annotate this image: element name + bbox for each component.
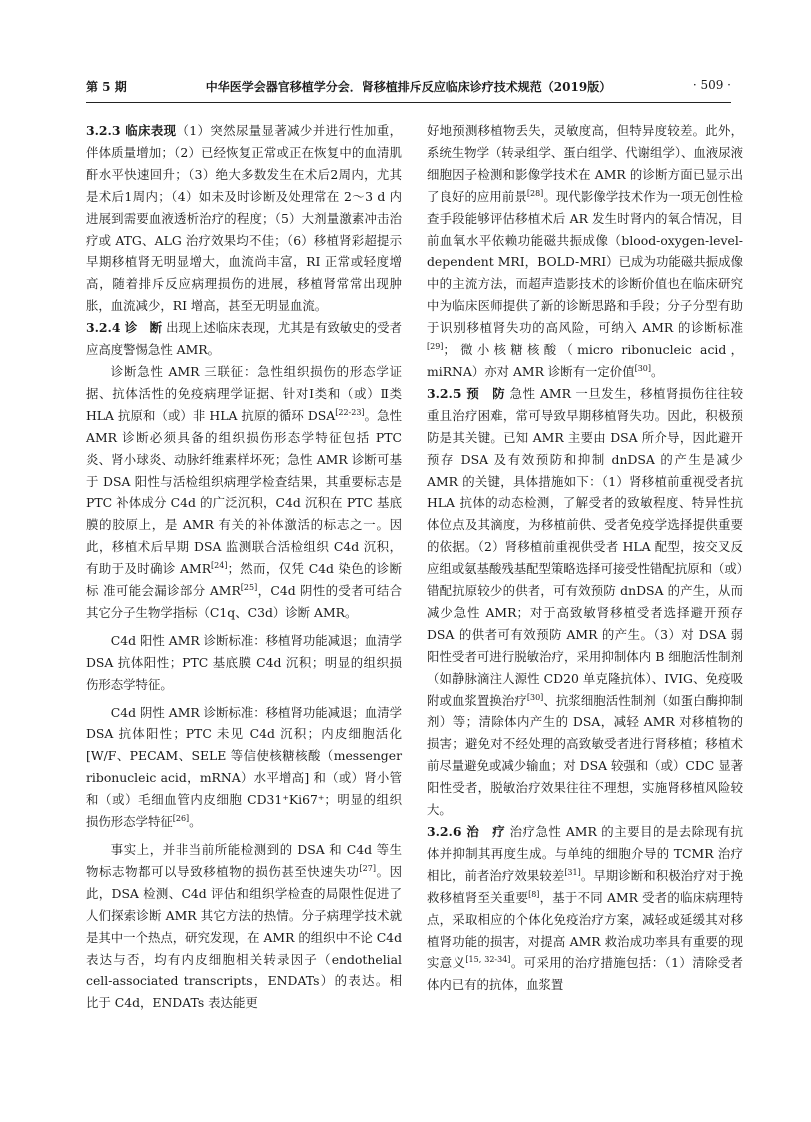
- page-number: · 509 ·: [692, 78, 731, 92]
- citation: [8]: [528, 889, 540, 899]
- issue-number: 第 5 期: [86, 80, 127, 94]
- section-3-2-3: [86, 120, 402, 317]
- section-heading: 3.2.4 诊 断: [86, 320, 163, 336]
- left-column: [86, 120, 402, 1014]
- c4d-negative-criteria: C4d 阴性 AMR 诊断标准：移植肾功能减退；血清学 DSA 抗体阳性；PTC 未见 C4d 沉积；内皮细胞活化[W/F、PECAM、SELE 等信使核糖核酸（messenger ribonucleic acid，mRNA）水平增高] 和（或）肾小管和（或）毛细血管内皮细胞 CD31⁺Ki67⁺；明显的组织损伤形态学特征[26]。: [86, 704, 402, 830]
- diagnosis-paragraph: 诊断急性 AMR 三联征：急性组织损伤的形态学证据、抗体活性的免疫病理学证据、针对Ⅰ类和（或）Ⅱ类 HLA 抗原和（或）非 HLA 抗原的循环 DSA[22-23]。急性 AMR 诊断必须具备的组织损伤形态学特征包括 PTC 炎、肾小球炎、动脉纤维素样坏死；急性 AMR 诊断可基于 DSA 阳性与活检组织病理学检查结果，其重要标志是 PTC 补体成分 C4d 的广泛沉积，C4d 沉积在 PTC 基底膜的胶原上，是 AMR 有关的补体激活的标志之一。因此，移植术后早期 DSA 监测联合活检组织 C4d 沉积，有助于及时确诊 AMR[24]；然而，仅凭 C4d 染色的诊断标 准可能会漏诊部分 AMR[25]，C4d 阴性的受者可结合其它分子生物学指标（C1q、C3d）诊断 AMR。: [86, 363, 403, 620]
- section-3-2-5: 3.2.5 预 防 急性 AMR 一旦发生，移植肾损伤往往较重且治疗困难，常可导致早期移植肾失功。因此，积极预防是其关键。已知 AMR 主要由 DSA 所介导，因此避开预存 DSA 及有效预防和抑制 dnDSA 的产生是减少 AMR 的关键，具体措施如下：（1）肾移植前重视受者抗 HLA 抗体的动态检测，了解受者的致敏程度、特异性抗体位点及其滴度，为移植前供、受者免疫学选择提供重要的依据。（2）肾移植前重视供受者 HLA 配型，按交叉反应组或氨基酸残基配型策略选择可接受性错配抗原和（或）错配抗原较少的供者，可有效预防 dnDSA 的产生，从而减少急性 AMR；对于高致敏肾移植受者选择避开预存 DSA 的供者可有效预防 AMR 的产生。（3）对 DSA 弱阳性受者可进行脱敏治疗，采用抑制体内 B 细胞活性制剂（如静脉滴注人源性 CD20 单克隆抗体）、IVIG、免疫吸附或血浆置换治疗[30]、抗浆细胞活性制剂（如蛋白酶抑制剂）等；清除体内产生的 DSA，减轻 AMR 对移植物的损害；避免对不经处理的高致敏受者进行肾移植；移植术前尽量避免或减少输血；对 DSA 较强和（或）CDC 显著阳性受者，脱敏治疗效果往往不理想，实施肾移植风险较大。: [427, 385, 743, 818]
- citation: [30]: [634, 363, 652, 373]
- citation: [31]: [564, 867, 581, 877]
- section-heading: 3.2.5 预 防: [427, 385, 506, 401]
- paragraph-text: 出现上述临床表现，尤其是有致敏史的受者应高度警惕急性 AMR。: [86, 320, 402, 358]
- continued-paragraph: 好地预测移植物丢失，灵敏度高，但特异度较差。此外，系统生物学（转录组学、蛋白组学、代谢组学）、血液尿液细胞因子检测和影像学技术在 AMR 的诊断方面已显示出了良好的应用前景[28]。现代影像学技术作为一项无创性检查手段能够评估移植术后 AR 发生时肾内的氧合情况，目前血氧水平依赖功能磁共振成像（blood-oxygen-level-dependent MRI，BOLD-MRI）已成为功能磁共振成像中的主流方法，而超声造影技术的诊断价值也在临床研究中为临床医师提供了新的诊断思路和手段；分子分型有助于识别移植肾失功的高风险，可纳入 AMR 的诊断标准[29]；微小核糖核酸（micro ribonucleic acid，miRNA）亦对 AMR 诊断有一定价值[30]。: [427, 123, 743, 379]
- paragraph-text: （1）突然尿量显著减少并进行性加重，伴体质量增加；（2）已经恢复正常或正在恢复中的血清肌酐水平快速回升；（3）绝大多数发生在术后2周内，尤其是术后1周内；（4）如未及时诊断及处理常在 2～3 d 内进展到需要血液透析治疗的程度；（5）大剂量激素冲击治疗或 ATG、ALG 治疗效果均不佳；（6）移植肾彩超提示早期移植肾无明显增大，血流尚丰富，RI 正常或轻度增高，随着排斥反应病理损伤的进展，移植肾常常出现肿胀，血流减少，RI 增高，甚至无明显血流。: [86, 123, 402, 314]
- right-column: [427, 120, 743, 996]
- citation: [29]: [427, 341, 444, 351]
- citation: [24]: [211, 561, 228, 570]
- citation: [26]: [172, 813, 190, 823]
- citation: [15, 32-34]: [465, 955, 511, 965]
- citation: [22-23]: [335, 407, 365, 417]
- running-header: [86, 72, 731, 103]
- citation: [28]: [526, 188, 544, 198]
- c4d-positive-criteria: C4d 阳性 AMR 诊断标准：移植肾功能减退；血清学 DSA 抗体阳性；PTC 基底膜 C4d 沉积；明显的组织损伤形态学特征。: [86, 632, 402, 692]
- section-3-2-6: 3.2.6 治 疗 治疗急性 AMR 的主要目的是去除现有抗体并抑制其再度生成。与单纯的细胞介导的 TCMR 治疗相比，前者治疗效果较差[31]。早期诊断和积极治疗对于挽救移植肾至关重要[8]，基于不同 AMR 受者的临床病理特点，采取相应的个体化免疫治疗方案，减轻或延缓其对移植肾功能的损害，对提高 AMR 救治成功率具有重要的现实意义[15, 32-34]。可采用的治疗措施包括：（1）清除受者体内已有的抗体，血浆置: [427, 824, 744, 993]
- journal-running-title: 中华医学会器官移植学分会．肾移植排斥反应临床诊疗技术规范（2019版）: [205, 80, 612, 94]
- citation: [30]: [526, 692, 544, 702]
- biomarker-paragraph: 事实上，并非当前所能检测到的 DSA 和 C4d 等生物标志物都可以导致移植物的损伤甚至快速失功[27]。因此，DSA 检测、C4d 评估和组织学检查的局限性促进了人们探索诊断 AMR 其它方法的热情。分子病理学技术就是其中一个热点，研究发现，在 AMR 的组织中不论 C4d 表达与否，均有内皮细胞相关转录因子（endothelial cell-associated transcripts，ENDATs）的表达。相比于 C4d，ENDATs 表达能更: [86, 842, 403, 1011]
- section-heading: 3.2.6 治 疗: [427, 824, 506, 839]
- section-heading: 3.2.3 临床表现: [86, 123, 177, 138]
- citation: [27]: [359, 863, 376, 873]
- section-3-2-4: [86, 317, 402, 361]
- citation: [25]: [240, 582, 258, 592]
